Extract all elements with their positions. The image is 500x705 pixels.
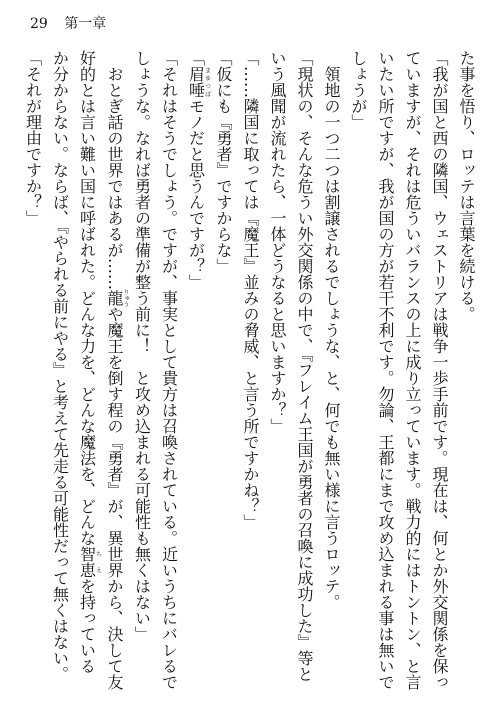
ruby-base: 眉唾	[186, 66, 206, 98]
ruby-reading: まゆつば	[203, 66, 211, 98]
ruby-base: 龍	[105, 289, 124, 307]
text-line: 「仮にも『勇者』ですからな」	[214, 50, 233, 274]
ruby-word	[186, 66, 211, 98]
text-line: しょうが」	[349, 50, 368, 130]
ruby-base: 智恵	[77, 546, 97, 578]
chapter-title: 第一章	[64, 16, 107, 32]
text-run: おとぎ話の世界ではあるが……	[105, 50, 124, 290]
text-run: を持っている	[77, 578, 97, 674]
text-line: いう風聞が流れたら、一体どうなると思いますか？」	[268, 50, 287, 434]
page-header	[30, 16, 106, 32]
text-line: 「……隣国に取っては『魔王』並みの脅威、と言う所ですかね？」	[241, 50, 260, 530]
ruby-reading: ちえ	[94, 546, 102, 578]
text-line: 「我が国と西の隣国、ウェストリアは戦争一歩手前です。現在は、何とか外交関係を保っ	[430, 50, 449, 690]
text-line: ていますが、それは危ういバランスの上に成り立っています。戦力的にはトントン、と言	[403, 50, 422, 690]
ruby-word	[105, 289, 129, 307]
text-line	[183, 50, 211, 690]
text-line: た事を悟り、ロッテは言葉を続ける。	[457, 50, 476, 322]
ruby-word	[77, 546, 102, 578]
text-line: 「現状の、そんな危うい外交関係の中で、『フレイム王国が勇者の召喚に成功した』等と	[295, 50, 314, 682]
text-line: か分からない。ならば、『やられる前にやる』と考えて先走る可能性だって無くはない。	[50, 50, 70, 682]
text-line: 領地の一つ二つは割譲されるでしょうな、と、何でも無い様に言うロッテ。	[322, 50, 341, 610]
text-run: 「	[186, 50, 206, 66]
text-line: 「それが理由ですか？」	[23, 50, 43, 226]
text-run: モノだと思うんですが？」	[186, 98, 206, 290]
body-text	[23, 50, 480, 690]
page-number: 29	[30, 16, 48, 32]
ruby-reading: りゅう	[122, 289, 129, 307]
text-line: しょうな。なれば勇者の準備が整う前に！ と攻め込まれる可能性も無くはない」	[132, 50, 152, 642]
text-run: 好的とは言い難い国に呼ばれた。どんな力を、どんな魔法を、どんな	[77, 50, 97, 546]
text-run: や魔王を倒す程の『勇者』が、異世界から、決して友	[105, 306, 124, 690]
text-line	[74, 50, 102, 690]
text-line: いたい所ですが、我が国の方が若干不利です。勿論、王都にまで攻め込まれる事は無いで	[376, 50, 395, 690]
text-line: 「それはそうでしょう。ですが、事実として貴方は召喚されている。近いうちにバレるで	[159, 50, 179, 690]
text-line	[101, 50, 129, 690]
